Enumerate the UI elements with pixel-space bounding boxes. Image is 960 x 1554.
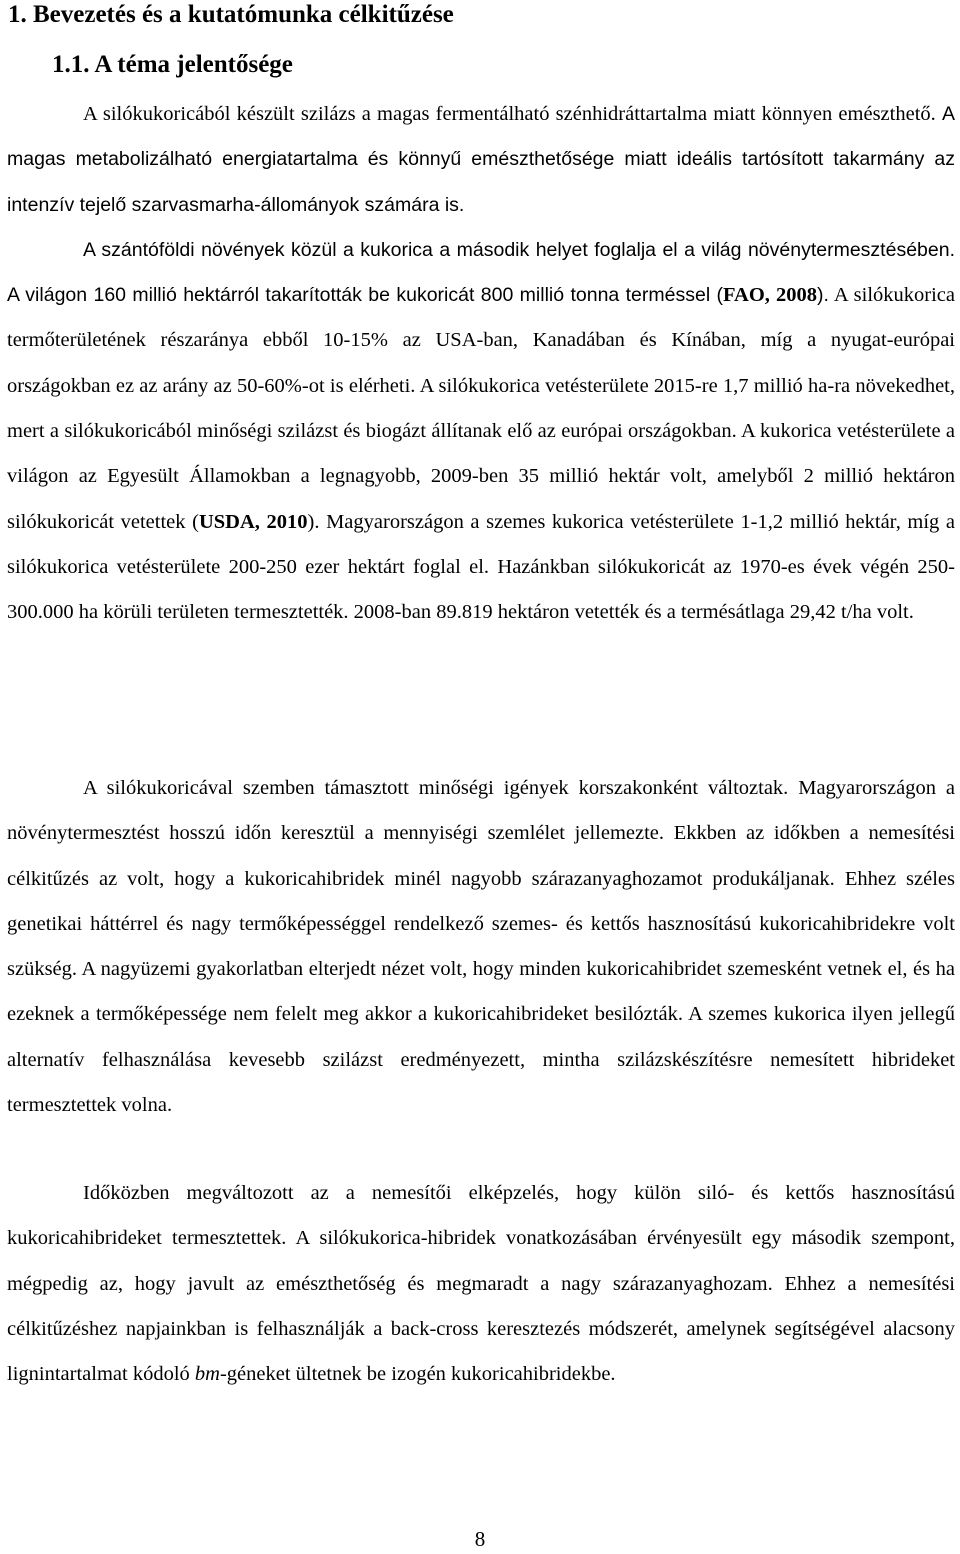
paragraph-3: A silókukoricával szemben támasztott minőségi igények korszakonként változtak. Magyarországon a növénytermesztést hosszú időn keresztül a mennyiségi szemlélet jellemezte. Ekkben az időkben a nemesítési célkitűzés az volt, hogy a kukoricahibridek minél nagyobb szárazanyaghozamot produkáljanak. Ehhez széles genetikai háttérrel és nagy termőképességgel rendelkező szemes- és kettős hasznosítású kukoricahibridekre volt szükség. A nagyüzemi gyakorlatban elterjedt nézet volt, hogy minden kukoricahibridet szemesként vetnek el, és ha ezeknek a termőképessége nem felelt meg akkor a kukoricahibrideket besilózták. A szemes kukorica ilyen jellegű alternatív felhasználása kevesebb szilázst eredményezett, mintha szilázskészítésre nemesített hibrideket termesztettek volna. [7,777,955,1117]
paragraph-1-sentence-1: A silókukoricából készült szilázs a magas fermentálható szénhidráttartalma miatt könnyen emészthető. [83,103,936,125]
paragraph-4-text: Időközben megváltozott az a nemesítői elképzelés, hogy külön siló- és kettős hasznosítású kukoricahibrideket termesztettek. A silókukorica-hibridek vonatkozásában érvényesült egy második szempont, mégpedig az, hogy javult az emészthetőség és megmaradt a nagy szárazanyaghozam. Ehhez a nemesítési célkitűzéshez napjainkban is felhasználják a back-cross keresztezés módszerét, amelynek segítségével alacsony lignintartalmat kódoló [7,1182,955,1386]
body-text-1 [7,92,955,636]
citation-usda: USDA, 2010 [198,510,308,533]
paragraph-1-sentence-2: A magas metabolizálható energiatartalma és könnyű emészthetősége miatt ideális tartósított takarmány az intenzív tejelő szarvasmarha-állományok számára is. [7,103,956,216]
page-number: 8 [474,1527,486,1551]
paragraph-2-s2-end: ). [817,284,829,307]
paragraph-2-sentence-3: A silókukorica termőterületének részaránya ebből 10-15% az USA-ban, Kanadában és Kínában, míg a nyugat-európai országokban ez az arány az 50-60%-ot is elérheti. [7,284,955,397]
paragraph-2 [7,228,955,636]
paragraph-2-sentence-2 [7,284,829,306]
paragraph-2-s2-text: A világon 160 millió hektárról takarították be kukoricát 800 millió tonna terméssel ( [7,284,724,307]
paragraph-2-sentence-4: A silókukorica vetésterülete 2015-re 1,7 millió ha-ra növekedhet, mert a silókukoricából minőségi szilázst és biogázt állítanak elő az európai országokban. [7,374,956,443]
paragraph-2-s5-text: A kukorica vetésterülete a világon az Egyesült Államokban a legnagyobb, 2009-ben 35 millió hektár volt, amelyből 2 millió hektáron silókukoricát vetettek ( [7,420,955,533]
body-text-2 [7,766,955,1128]
citation-fao: FAO, 2008 [723,284,817,307]
paragraph-2-s5-end: ). [307,510,320,533]
section-heading: 1.1. A téma jelentősége [52,51,293,78]
paragraph-1 [7,92,955,228]
body-text-3 [7,1171,955,1397]
chapter-heading: 1. Bevezetés és a kutatómunka célkitűzése [8,1,454,28]
paragraph-2-sentence-1: A szántóföldi növények közül a kukorica a második helyet foglalja el a világ növénytermesztésében. [83,238,955,261]
paragraph-4-end: -géneket ültetnek be izogén kukoricahibridekbe. [219,1363,616,1386]
gene-name: bm [194,1363,220,1386]
paragraph-4 [7,1171,955,1397]
paragraph-2-sentence-6: Magyarországon a szemes kukorica vetésterülete 1-1,2 millió hektár, míg a silókukorica vetésterülete 200-250 ezer hektárt foglal el. Hazánkban silókukoricát az 1970-es évek végén 250-300.000 ha körüli területen termesztették. 2008-ban 89.819 hektáron vetették és a termésátlaga 29,42 t/ha volt. [7,510,956,624]
